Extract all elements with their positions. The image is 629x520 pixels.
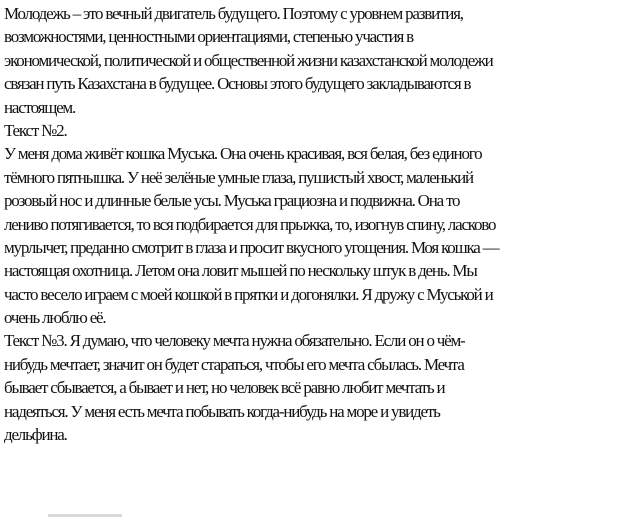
text-line: возможностями, ценностными ориентациями, степенью участия в — [4, 27, 413, 47]
text-line: У меня дома живёт кошка Муська. Она очень красивая, вся белая, без единого — [4, 144, 482, 164]
text-line: Текст №2. — [4, 120, 67, 140]
text-line: мурлычет, преданно смотрит в глаза и просит вкусного угощения. Моя кошка — — [4, 237, 499, 257]
heading-text-2 — [4, 119, 626, 142]
bottom-divider — [48, 514, 122, 517]
paragraph-cat — [4, 142, 626, 329]
text-line: дельфина. — [4, 425, 67, 445]
text-line: часто весело играем с моей кошкой в прятки и догонялки. Я дружу с Муськой и — [4, 284, 493, 304]
text-line: бывает сбывается, а бывает и нет, но человек всё равно любит мечтать и — [4, 378, 445, 398]
text-line: лениво потягивается, то вся подбирается для прыжка, то, изогнув спину, ласково — [4, 214, 496, 234]
paragraph-dream — [4, 329, 626, 446]
text-line: экономической, политической и общественной жизни казахстанской молодежи — [4, 50, 493, 70]
text-line: настоящем. — [4, 97, 76, 117]
text-line: настоящая охотница. Летом она ловит мышей по нескольку штук в день. Мы — [4, 261, 477, 281]
paragraph-youth — [4, 2, 626, 119]
text-line: розовый нос и длинные белые усы. Муська грациозна и подвижна. Она то — [4, 191, 460, 211]
document-page — [4, 2, 626, 446]
text-line: связан путь Казахстана в будущее. Основы этого будущего закладываются в — [4, 74, 471, 94]
text-line: очень люблю её. — [4, 308, 106, 328]
text-line: Текст №3. Я думаю, что человеку мечта нужна обязательно. Если он о чём- — [4, 331, 465, 351]
text-line: нибудь мечтает, значит он будет стараться, чтобы его мечта сбылась. Мечта — [4, 354, 464, 374]
text-line: надеяться. У меня есть мечта побывать когда-нибудь на море и увидеть — [4, 401, 440, 421]
text-line: тёмного пятнышка. У неё зелёные умные глаза, пушистый хвост, маленький — [4, 167, 473, 187]
text-line: Молодежь – это вечный двигатель будущего. Поэтому с уровнем развития, — [4, 4, 463, 23]
